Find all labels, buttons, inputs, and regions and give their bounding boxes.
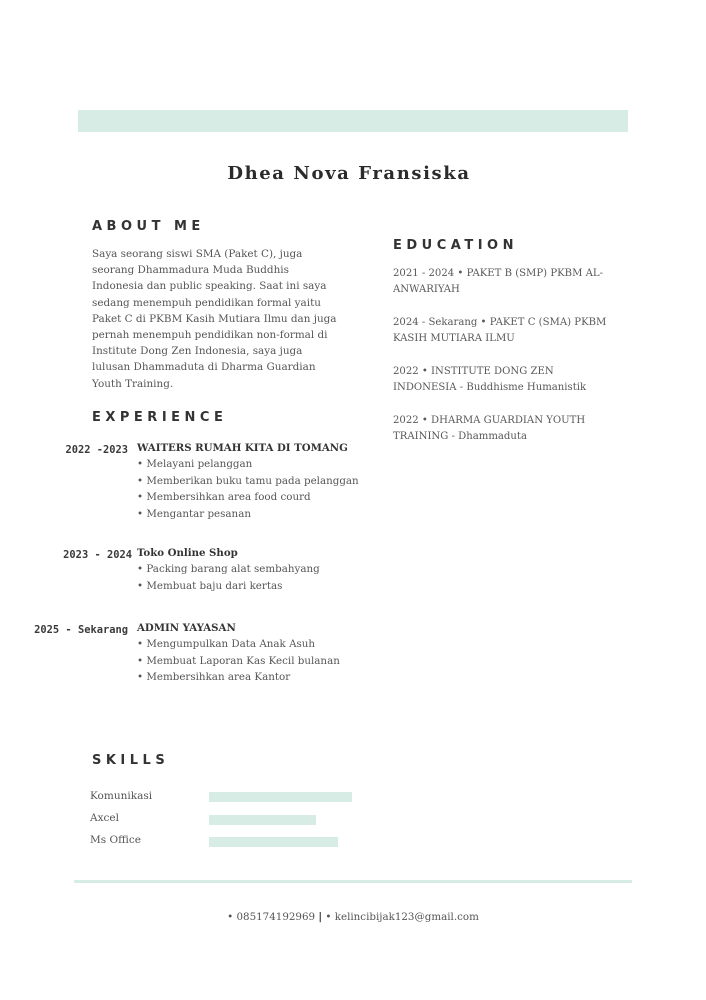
person-name: Dhea Nova Fransiska [227,163,471,184]
experience-title: ADMIN YAYASAN [137,622,236,634]
education-heading: EDUCATION [393,238,518,253]
education-line: 2024 - Sekarang • PAKET C (SMA) PKBM [393,317,607,328]
experience-years: 2025 - Sekarang [34,624,128,636]
skill-bar [209,837,338,847]
skills-heading: SKILLS [92,753,170,768]
education-list [393,266,643,462]
experience-bullet: • Packing barang alat sembahyang [137,563,320,575]
about-line: Paket C di PKBM Kasih Mutiara Ilmu dan juga [92,312,337,325]
footer-divider [74,880,632,883]
experience-bullet: • Membersihkan area Kantor [137,671,291,683]
contact-phone: • 085174192969 [227,911,316,923]
education-line: 2022 • DHARMA GUARDIAN YOUTH [393,415,586,426]
skill-label: Ms Office [90,834,141,846]
experience-bullet: • Mengantar pesanan [137,507,251,520]
experience-bullet: • Membersihkan area food courd [137,491,311,503]
experience-title: Toko Online Shop [137,547,238,559]
experience-years: 2023 - 2024 [63,549,132,561]
education-line: 2022 • INSTITUTE DONG ZEN [393,366,554,377]
experience-title: WAITERS RUMAH KITA DI TOMANG [137,442,348,454]
about-line: Institute Dong Zen Indonesia, saya juga [92,345,303,358]
experience-bullet: • Memberikan buku tamu pada pelanggan [137,474,359,487]
skill-bar [209,792,352,802]
experience-entry [137,440,397,522]
education-line: KASIH MUTIARA ILMU [393,333,515,345]
about-line: Youth Training. [92,377,174,390]
contact-separator: | [318,911,323,923]
education-line: ANWARIYAH [393,284,460,296]
header-accent-band [78,110,628,132]
experience-bullet: • Melayani pelanggan [137,458,253,470]
about-line: seorang Dhammadura Muda Buddhis [92,264,289,277]
contact-line [0,911,706,923]
contact-email: • kelincibijak123@gmail.com [325,911,479,923]
experience-bullet: • Membuat Laporan Kas Kecil bulanan [137,654,340,667]
skill-label: Axcel [90,812,119,824]
education-line: INDONESIA - Buddhisme Humanistik [393,382,587,394]
skill-label: Komunikasi [90,790,153,802]
education-line: 2021 - 2024 • PAKET B (SMP) PKBM AL- [393,268,604,279]
education-item [393,413,643,445]
experience-heading: EXPERIENCE [92,410,228,425]
about-line: lulusan Dhammaduta di Dharma Guardian [92,361,316,374]
about-line: pernah menempuh pendidikan non-formal di [92,329,328,342]
education-line: TRAINING - Dhammaduta [393,431,527,443]
experience-entry [137,620,397,686]
experience-entry [137,545,397,594]
education-item [393,266,643,298]
about-line: Indonesia dan public speaking. Saat ini saya [92,280,327,293]
experience-bullet: • Membuat baju dari kertas [137,579,283,592]
education-item [393,364,643,396]
skill-bar [209,815,316,825]
experience-years: 2022 -2023 [65,444,128,456]
education-item [393,315,643,347]
about-line: Saya seorang siswi SMA (Paket C), juga [92,248,303,260]
experience-bullet: • Mengumpulkan Data Anak Asuh [137,638,316,650]
about-heading: ABOUT ME [92,219,205,234]
about-text [92,246,367,392]
about-line: sedang menempuh pendidikan formal yaitu [92,296,321,309]
